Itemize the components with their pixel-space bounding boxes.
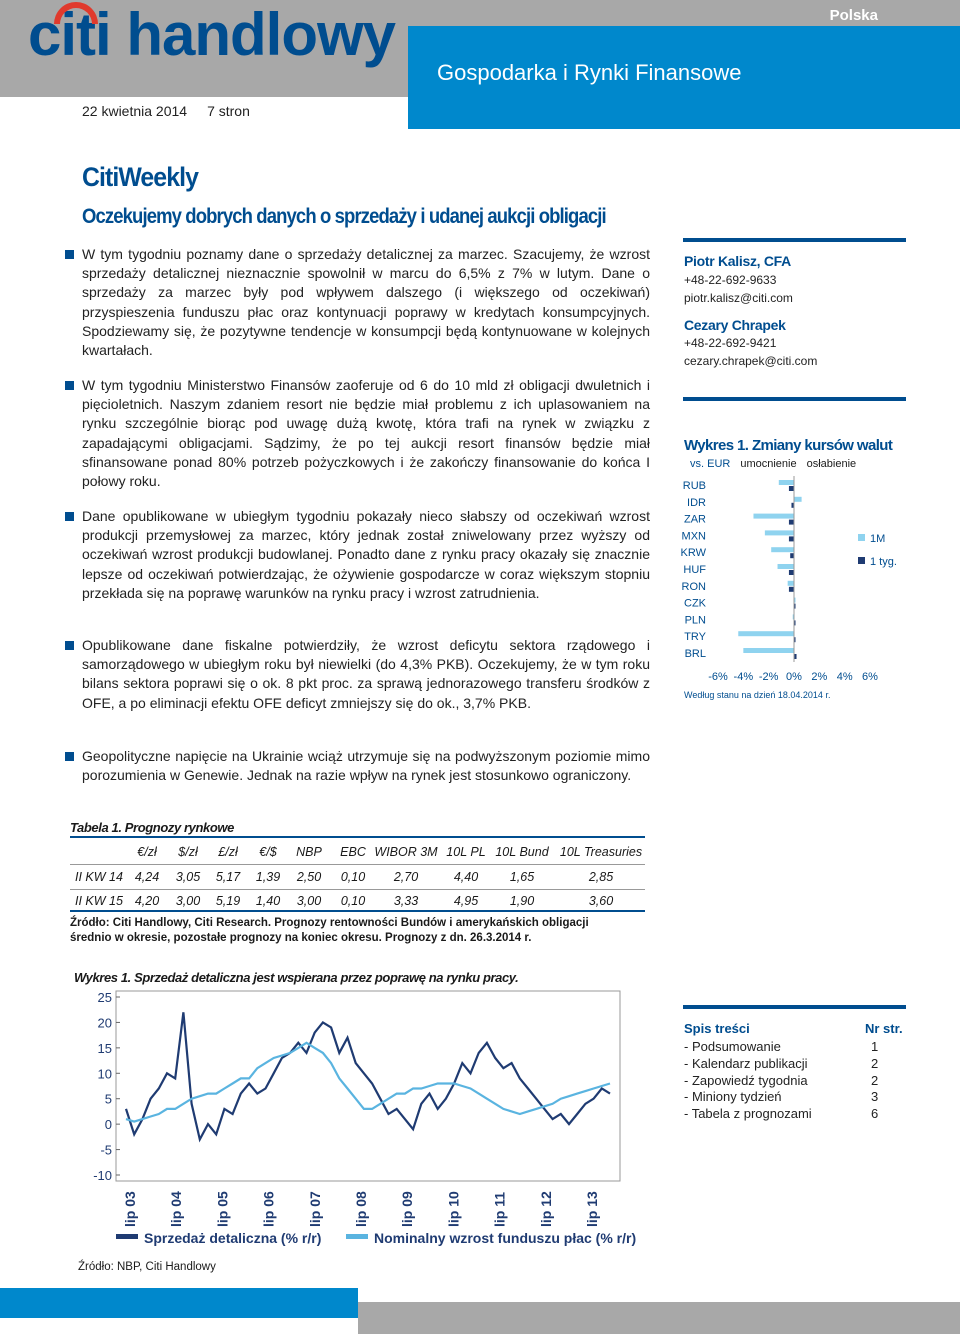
retail-legend-label: Sprzedaż detaliczna (% r/r) [144,1230,322,1246]
retail-y-tick-label: 25 [97,990,112,1005]
table-rule [70,864,645,865]
bullet-square-icon [65,641,74,650]
fx-bar-1w [789,520,794,525]
fx-legend-label: 1M [870,533,886,545]
table-cell: 0,10 [340,894,366,908]
citi-handlowy-logo: citi handlowy [28,1,396,68]
analyst-phone: +48-22-692-9421 [684,336,777,350]
table-rule [70,889,645,890]
table-cell: 3,60 [588,894,614,908]
retail-legend-swatch [116,1234,138,1239]
table-cell: 1,65 [509,870,535,884]
table-column-header: £/zł [218,845,238,859]
fx-bar-1m [794,497,802,502]
toc-item-page: 6 [871,1106,879,1122]
fx-chart-subtitle [690,458,866,470]
toc-item-label: - Miniony tydzień [684,1089,782,1105]
fx-x-tick-label: 4% [836,671,853,683]
country-label: Polska [829,7,878,24]
table-cell: 4,24 [134,870,160,884]
forecast-table-note: Źródło: Citi Handlowy, Citi Research. Prognozy rentowności Bundów i amerykańskich obligacji średnio w okresie, pozostałe prognozy na koniec okresu. Prognozy z dn. 26.3.2014 r. [70,917,589,944]
fx-legend-swatch [858,557,865,564]
retail-x-tick-label: lip 06 [260,1191,277,1227]
toc-item-page: 1 [871,1039,879,1054]
table-cell: 1,90 [509,894,535,908]
analyst-email[interactable]: cezary.chrapek@citi.com [684,354,818,368]
fx-legend-swatch [858,534,865,541]
fx-category-label: IDR [687,496,706,509]
fx-x-tick-label: 6% [862,671,878,683]
fx-bar-1m [779,480,794,485]
summary-bullet: Opublikowane dane fiskalne potwierdziły, że wzrost deficytu sektora rządowego i samorządowego w ubiegłym roku był niewielki (do 4,3% PKB). Oczekujemy, że w tym roku bilans sektora poprawi się o ok. 8 pkt proc. za sprawą jednorazowego transferu środków z OFE, a po eliminacji efektu OFE deficyt zmniejszy się do ok., 3,7% PKB. [82,636,650,713]
table-cell: 1,39 [255,870,281,884]
retail-legend-label: Nominalny wzrost funduszu płac (% r/r) [374,1230,637,1246]
retail-x-tick-label: lip 07 [306,1191,323,1227]
table-cell: 5,17 [215,870,241,884]
toc-item-label: - Zapowiedź tygodnia [684,1072,808,1088]
retail-x-tick-label: lip 10 [445,1191,462,1227]
report-title: CitiWeekly [82,162,198,192]
retail-x-tick-label: lip 04 [168,1191,185,1227]
fx-bar-1w [789,570,794,575]
table-cell: 2,50 [296,870,322,884]
table-column-header: 10L PL [446,845,486,859]
table-cell: 3,00 [175,894,201,908]
fx-category-label: RUB [682,480,706,492]
fx-chart-note: Według stanu na dzień 18.04.2014 r. [684,690,831,700]
table-column-header: €/$ [259,845,277,859]
summary-bullet: Geopolityczne napięcie na Ukrainie wciąż utrzymuje się na podwyższonym poziomie mimo porozumienia w Genewie. Jednak na razie wpływ na rynek jest stosunkowo ograniczony. [82,747,650,785]
retail-y-tick-label: -5 [100,1142,112,1158]
table-cell: 2,70 [393,870,419,884]
toc-divider [683,1005,906,1009]
fx-category-label: MXN [681,530,706,543]
table-cell: 5,19 [215,894,241,908]
table-cell: 3,05 [175,870,201,884]
fx-depreciation-label: osłabienie [806,458,857,470]
retail-y-tick-label: 0 [104,1117,112,1133]
fx-category-label: PLN [684,614,706,627]
fx-x-tick-label: 2% [811,671,828,683]
fx-chart-divider [683,397,906,401]
fx-bar-1w [790,553,794,558]
bullet-square-icon [65,512,74,521]
retail-plot-frame [116,991,620,1181]
fx-bar-1m [765,530,794,535]
summary-bullet: W tym tygodniu poznamy dane o sprzedaży detalicznej za marzec. Szacujemy, że wzrost sprzedaży detalicznej nieznacznie spowolnił w marcu do 6,5% z 7% w lutym. Dane o sprzedaży za marzec były pod wpływem dalszego (i większego od oczekiwań) przyspieszenia funduszu płac oraz kontynuacji poprawy w kredytach konsumpcyjnych. Spodziewamy się, że pozytywne tendencje w konsumpcji będą kontynuowane w kolejnych kwartałach. [82,245,650,360]
fx-x-tick-label: 0% [786,671,802,683]
retail-legend-swatch [346,1234,368,1239]
table-column-header: EBC [340,845,366,859]
retail-x-tick-label: lip 03 [122,1191,138,1227]
fx-bar-1w [789,486,794,491]
bullet-square-icon [65,752,74,761]
fx-category-label: RON [681,580,706,593]
table-column-header: NBP [296,845,322,859]
table-cell: 1,40 [255,894,281,908]
retail-y-tick-label: 20 [97,1015,112,1031]
retail-y-tick-label: 10 [97,1066,112,1082]
toc-header: Spis treści [684,1021,750,1036]
fx-x-tick-label: -6% [708,671,728,683]
toc-item-page: 3 [871,1089,879,1105]
retail-y-tick-label: -10 [93,1168,112,1183]
retail-y-tick-label: 5 [104,1091,112,1107]
table-bottom-rule [70,910,645,912]
fx-vs-label: vs. EUR [690,458,731,470]
contacts-divider [683,238,906,242]
fx-x-tick-label: -2% [758,671,779,683]
fx-legend-label: 1 tyg. [870,556,897,568]
retail-sales-line [126,1012,610,1139]
table-column-header: 10L Bund [495,845,549,859]
table-cell: 3,33 [393,894,419,908]
fx-bar-1m [788,581,794,586]
fx-bar-1w [789,587,794,592]
fx-x-tick-label: -4% [733,671,754,683]
analyst-name: Cezary Chrapek [684,317,786,333]
retail-x-tick-label: lip 09 [399,1191,416,1227]
fx-bar-1m [753,514,794,519]
retail-y-tick-label: 15 [97,1040,112,1056]
toc-item-label: - Kalendarz publikacji [684,1055,808,1071]
footer-band-grey [358,1302,960,1334]
toc-item-page: 2 [871,1072,879,1088]
fx-chart [680,472,910,710]
table-column-header: WIBOR 3M [374,845,438,859]
table-column-header: $/zł [178,845,198,859]
analyst-phone: +48-22-692-9633 [684,273,777,287]
table-top-rule [70,836,645,838]
fx-bar-1m [743,648,794,653]
toc-item-page: 2 [871,1055,879,1071]
table-cell: 4,40 [453,870,479,884]
summary-bullet: W tym tygodniu Ministerstwo Finansów zaoferuje od 6 do 10 mld zł obligacji dwuletnich i pięcioletnich. Naszym zdaniem resort nie będzie miał problemu z ich uplasowaniem na rynku szczególnie biorąc pod uwagę dużą kwotę, która trafi na rynek w związku z zapadającymi obligacjami. Sądzimy, że po tej aukcji resort finansów będzie miał sfinansowane ponad 80% potrzeb pożyczkowych i że zakończy finansowanie do końca I połowy roku. [82,376,650,491]
retail-x-tick-label: lip 08 [353,1191,369,1227]
retail-x-tick-label: lip 05 [214,1191,231,1227]
table-row-label: II KW 15 [75,894,123,908]
table-cell: 3,00 [296,894,322,908]
retail-x-tick-label: lip 12 [537,1191,554,1227]
fx-category-label: TRY [684,631,706,644]
retail-chart-title: Wykres 1. Sprzedaż detaliczna jest wspierana przez poprawę na rynku pracy. [74,970,519,985]
table-row-label: II KW 14 [75,870,123,884]
date-line [82,103,250,119]
table-column-header: 10L Treasuries [559,845,643,859]
table-cell: 4,20 [134,894,160,908]
retail-chart-source: Źródło: NBP, Citi Handlowy [78,1261,216,1273]
section-title: Gospodarka i Rynki Finansowe [437,60,742,85]
fx-appreciation-label: umocnienie [740,458,797,470]
fx-category-label: HUF [683,564,706,576]
retail-x-tick-label: lip 11 [491,1191,508,1227]
fx-category-label: CZK [684,597,706,610]
table-column-header: €/zł [137,845,157,859]
fx-bar-1m [771,547,794,552]
retail-x-tick-label: lip 13 [584,1191,600,1227]
fx-category-label: KRW [680,547,706,560]
fx-bar-1w [789,536,794,541]
toc-page-header: Nr str. [865,1021,903,1036]
wage-fund-line [126,1043,610,1122]
report-headline: Oczekujemy dobrych danych o sprzedaży i udanej aukcji obligacji [82,205,606,228]
fx-bar-1m [778,564,794,569]
table-cell: 0,10 [340,870,366,884]
analyst-name: Piotr Kalisz, CFA [684,253,791,269]
forecast-table-title: Tabela 1. Prognozy rynkowe [70,820,234,835]
table-cell: 2,85 [588,870,614,884]
fx-category-label: BRL [684,648,706,660]
footer-band-blue [0,1288,358,1318]
retail-chart [80,985,640,1257]
analyst-email[interactable]: piotr.kalisz@citi.com [684,291,793,305]
table-cell: 4,95 [453,894,479,908]
bullet-square-icon [65,250,74,259]
fx-bar-1m [738,631,794,636]
toc-item-label: - Tabela z prognozami [684,1106,812,1122]
fx-chart-title: Wykres 1. Zmiany kursów walut [684,437,893,454]
fx-category-label: ZAR [684,513,706,526]
page-count: 7 stron [207,103,250,119]
bullet-square-icon [65,381,74,390]
toc-item-label: - Podsumowanie [684,1039,781,1054]
summary-bullet: Dane opublikowane w ubiegłym tygodniu pokazały nieco słabszy od oczekiwań wzrost produkcji przemysłowej za marzec, który jednak został zniwelowany przez wyższy od oczekiwań wzrost produkcji budowlanej. Ponadto dane z rynku pracy okazały się znacznie lepsze od oczekiwań potwierdzając, że ożywienie gospodarcze w coraz większym stopniu przekłada się na poprawę warunków na rynku pracy i wzrost zatrudnienia. [82,507,650,603]
publication-date: 22 kwietnia 2014 [82,103,188,119]
